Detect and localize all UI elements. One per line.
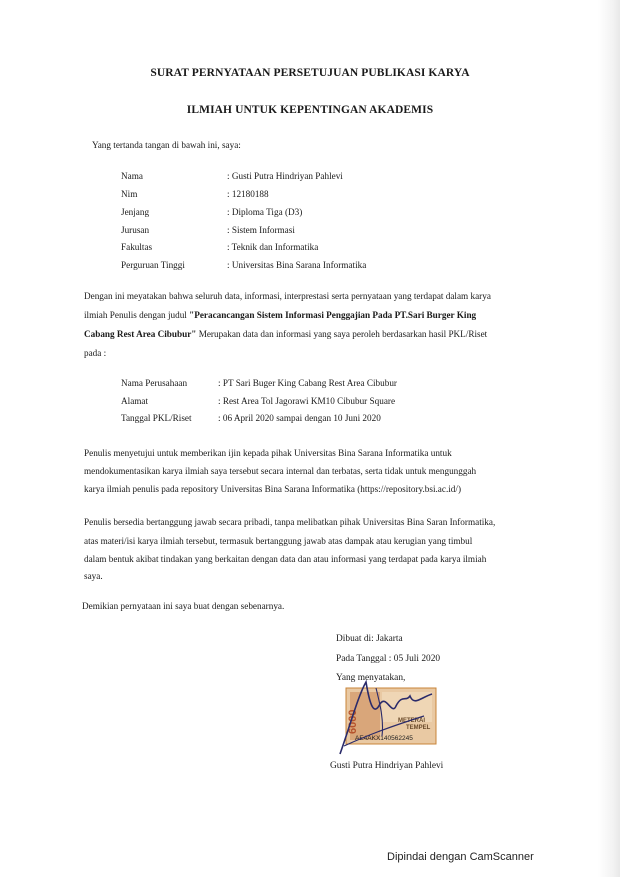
stamp-graphic bbox=[336, 676, 446, 766]
duty-stamp-with-signature bbox=[336, 676, 446, 766]
scan-edge-shadow bbox=[598, 0, 620, 877]
thesis-title-part2: Cabang Rest Area Cibubur" bbox=[84, 329, 197, 339]
signature-name: Gusti Putra Hindriyan Pahlevi bbox=[330, 761, 444, 771]
thesis-title-part1: "Peracancangan Sistem Informasi Penggajian Pada PT.Sari Burger King bbox=[189, 310, 477, 320]
camscanner-watermark: Dipindai dengan CamScanner bbox=[387, 851, 534, 863]
para2-line3: karya ilmiah penulis pada repository Universitas Bina Sarana Informatika (https://repository.bsi.ac.id/) bbox=[84, 484, 462, 494]
para1-line1: Dengan ini meyatakan bahwa seluruh data, informasi, interprestasi serta pernyataan yang terdapat dalam karya bbox=[84, 291, 491, 301]
stamp-text-meterai: METERAI bbox=[398, 718, 425, 724]
document-page: SURAT PERNYATAAN PERSETUJUAN PUBLIKASI KARYA ILMIAH UNTUK KEPENTINGAN AKADEMIS Yang tertanda tangan di bawah ini, saya: Nama : Gusti Putra Hindriyan Pahlevi Nim : 12180188 Jenjang : Diploma Tiga (D3) Jurusan : Sistem Informasi Fakultas : Teknik dan Informatika Perguruan Tinggi : Universitas Bina Sarana Informatika Dengan ini meyatakan bahwa seluruh data, informasi, interprestasi serta pernyataan yang terdapat dalam karya ilmiah Penulis dengan judul "Peracancangan Sistem Informasi Penggajian Pada PT.Sari Burger King Cabang Rest Area Cibubur" Merupakan data dan informasi yang saya peroleh berdasarkan hasil PKL/Riset pada : Nama Perusahaan : PT Sari Buger King Cabang Rest Area Cibubur Alamat : Rest Area Tol Jagorawi KM10 Cibubur Square Tanggal PKL/Riset : 06 April 2020 sampai dengan 10 Juni 2020 Penulis menyetujui untuk memberikan ijin kepada pihak Universitas Bina Sarana Informatika untuk mendokumentasikan karya ilmiah saya tersebut secara internal dan terbatas, serta tidak untuk mengunggah karya ilmiah penulis pada repository Universitas Bina Sarana Informatika (https://repository.bsi.ac.id/) Penulis bersedia bertanggung jawab secara pribadi, tanpa melibatkan pihak Universitas Bina Saran Informatika, atas materi/isi karya ilmiah tersebut, termasuk bertanggung jawab atas dampak atau kerugian yang timbul dalam bentuk akibat tindakan yang berkaitan dengan data dan atau informasi yang terdapat pada karya ilmiah saya. Demikian pernyataan ini saya buat dengan sebenarnya. Dibuat di: Jakarta Pada Tanggal : 05 Juli 2020 Yang menyatakan, 6000 METERAI TEMPEL AE4AKX140562245 Gusti Putra Hindriyan Pahlevi Dipindai dengan CamScanner bbox=[0, 0, 620, 877]
para2-line2: mendokumentasikan karya ilmiah saya tersebut secara internal dan terbatas, serta tidak untuk mengunggah bbox=[84, 466, 477, 476]
para3-line3: dalam bentuk akibat tindakan yang berkaitan dengan data dan atau informasi yang terdapat pada karya ilmiah bbox=[84, 554, 487, 564]
para3-line2: atas materi/isi karya ilmiah tersebut, termasuk bertanggung jawab atas dampak atau kerugian yang timbul bbox=[84, 536, 473, 546]
stamp-serial: AE4AKX140562245 bbox=[355, 735, 413, 742]
stamp-text-tempel: TEMPEL bbox=[406, 725, 431, 731]
stamp-value: 6000 bbox=[347, 709, 359, 734]
para1-line3: Cabang Rest Area Cibubur" Merupakan data dan informasi yang saya peroleh berdasarkan hasil PKL/Riset bbox=[84, 329, 488, 339]
para3-line4: saya. bbox=[84, 571, 103, 581]
para1-line4: pada : bbox=[84, 348, 107, 358]
title-line-2: ILMIAH UNTUK KEPENTINGAN AKADEMIS bbox=[186, 104, 434, 116]
closing-text: Demikian pernyataan ini saya buat dengan sebenarnya. bbox=[82, 601, 285, 611]
title-line-1: SURAT PERNYATAAN PERSETUJUAN PUBLIKASI KARYA bbox=[150, 67, 470, 79]
para3-line1: Penulis bersedia bertanggung jawab secara pribadi, tanpa melibatkan pihak Universitas Bina Saran Informatika, bbox=[84, 517, 496, 527]
signature-date: Pada Tanggal : 05 Juli 2020 bbox=[336, 654, 441, 664]
intro-text: Yang tertanda tangan di bawah ini, saya: bbox=[92, 140, 241, 150]
para2-line1: Penulis menyetujui untuk memberikan ijin kepada pihak Universitas Bina Sarana Informatika untuk bbox=[84, 448, 452, 458]
para1-line2: ilmiah Penulis dengan judul "Peracancangan Sistem Informasi Penggajian Pada PT.Sari Burger King bbox=[84, 310, 477, 320]
signature-role: Yang menyatakan, bbox=[336, 673, 406, 683]
signature-place: Dibuat di: Jakarta bbox=[336, 634, 403, 644]
